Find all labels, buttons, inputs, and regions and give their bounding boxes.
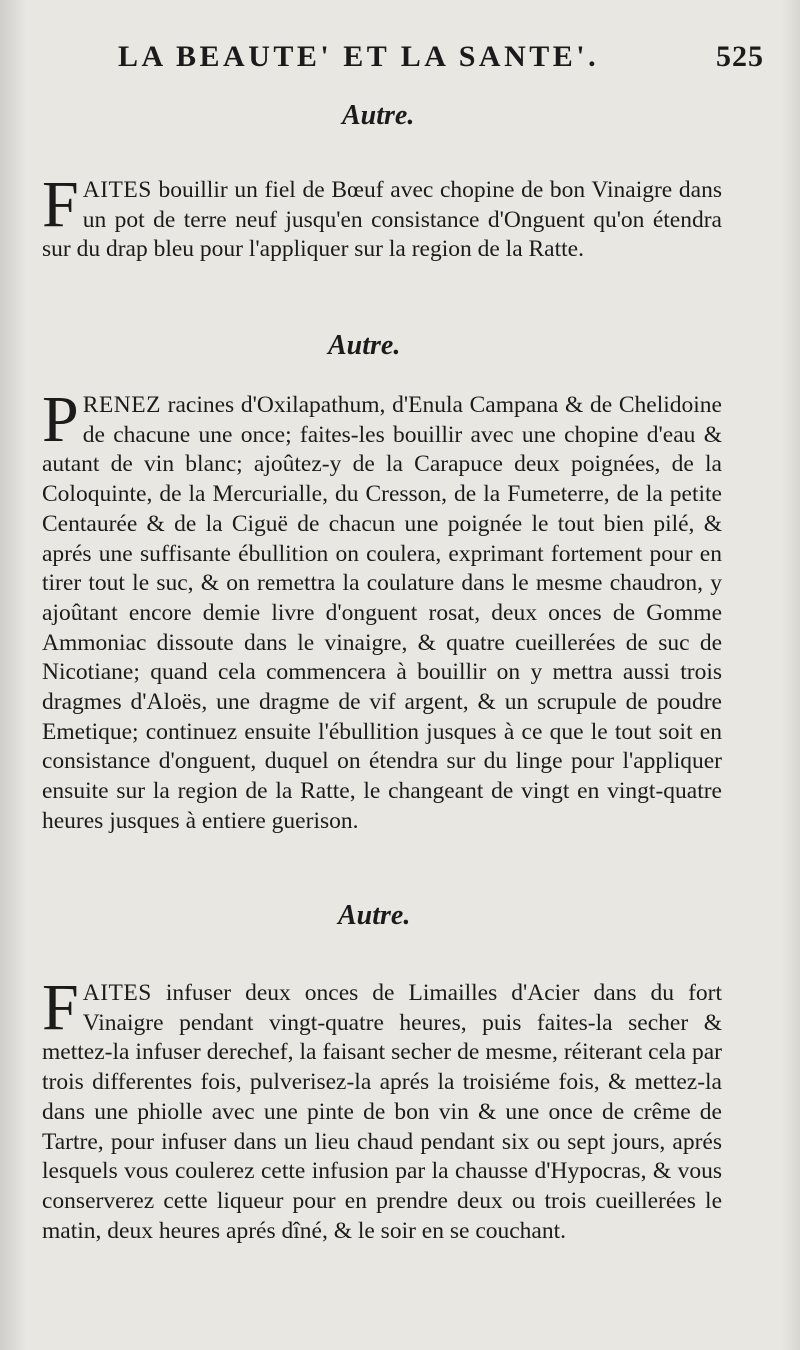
paragraph-2-body: racines d'Oxilapathum, d'Enula Campana & de Chelidoine de chacune une once; faites-les bouillir avec une chopine d'eau & autant de vin blanc; ajoûtez-y de la Carapuce deux poignées, de la Coloquinte, de la Mercurialle, du Cresson, de la Fumeterre, de la petite Centaurée & de la Ciguë de chacun une poignée le tout bien pilé, & aprés une suffisante ébullition on coulera, exprimant fortement pour en tirer tout le suc, & on remettra la coulature dans le mesme chaudron, y ajoûtant encore demie livre d'onguent rosat, deux onces de Gomme Ammoniac dissoute dans le vinaigre, & quatre cueillerées de suc de Nicotiane; quand cela commencera à bouillir on y mettra aussi trois dragmes d'Aloës, une dragme de vif argent, & un scrupule de poudre Emetique; continuez ensuite l'ébullition jusques à ce que le tout soit en consistance d'onguent, duquel on étendra sur du linge pour l'appliquer ensuite sur la region de la Ratte, le changeant de vingt en vingt-quatre heures jusques à entiere guerison. — [42, 392, 722, 834]
paragraph-3-lead: AITES — [82, 980, 152, 1006]
page-number: 525 — [716, 40, 764, 73]
section-heading-2: Autre. — [328, 330, 401, 361]
section-heading-1: Autre. — [342, 100, 415, 131]
page-edge-shadow — [782, 0, 800, 1350]
paragraph-3 — [42, 971, 722, 1246]
drop-cap-1: F — [42, 168, 79, 241]
drop-cap-2: P — [42, 383, 79, 456]
paragraph-2-lead: RENEZ — [82, 392, 161, 418]
drop-cap-3: F — [42, 971, 79, 1044]
page-gutter-shadow — [0, 0, 26, 1350]
paragraph-1-body: bouillir un fiel de Bœuf avec chopine de bon Vinaigre dans un pot de terre neuf jusqu'en consistance d'Onguent qu'on étendra sur du drap bleu pour l'appliquer sur la region de la Ratte. — [42, 177, 722, 263]
paragraph-3-body: infuser deux onces de Limailles d'Acier dans du fort Vinaigre pendant vingt-quatre heures, puis faites-la secher & mettez-la infuser derechef, la faisant secher de mesme, réiterant cela par trois differentes fois, pulverisez-la aprés la troisiéme fois, & mettez-la dans une phiolle avec une pinte de bon vin & une once de crême de Tartre, pour infuser dans un lieu chaud pendant six ou sept jours, aprés lesquels vous coulerez cette infusion par la chausse d'Hypocras, & vous conserverez cette liqueur pour en prendre deux ou trois cueillerées le matin, deux heures aprés dîné, & le soir en se couchant. — [42, 980, 722, 1244]
section-heading-3: Autre. — [338, 900, 411, 931]
paragraph-2 — [42, 383, 722, 837]
running-title: LA BEAUTE' ET LA SANTE'. — [118, 40, 600, 73]
paragraph-1 — [42, 168, 722, 265]
paragraph-1-lead: AITES — [82, 177, 152, 203]
